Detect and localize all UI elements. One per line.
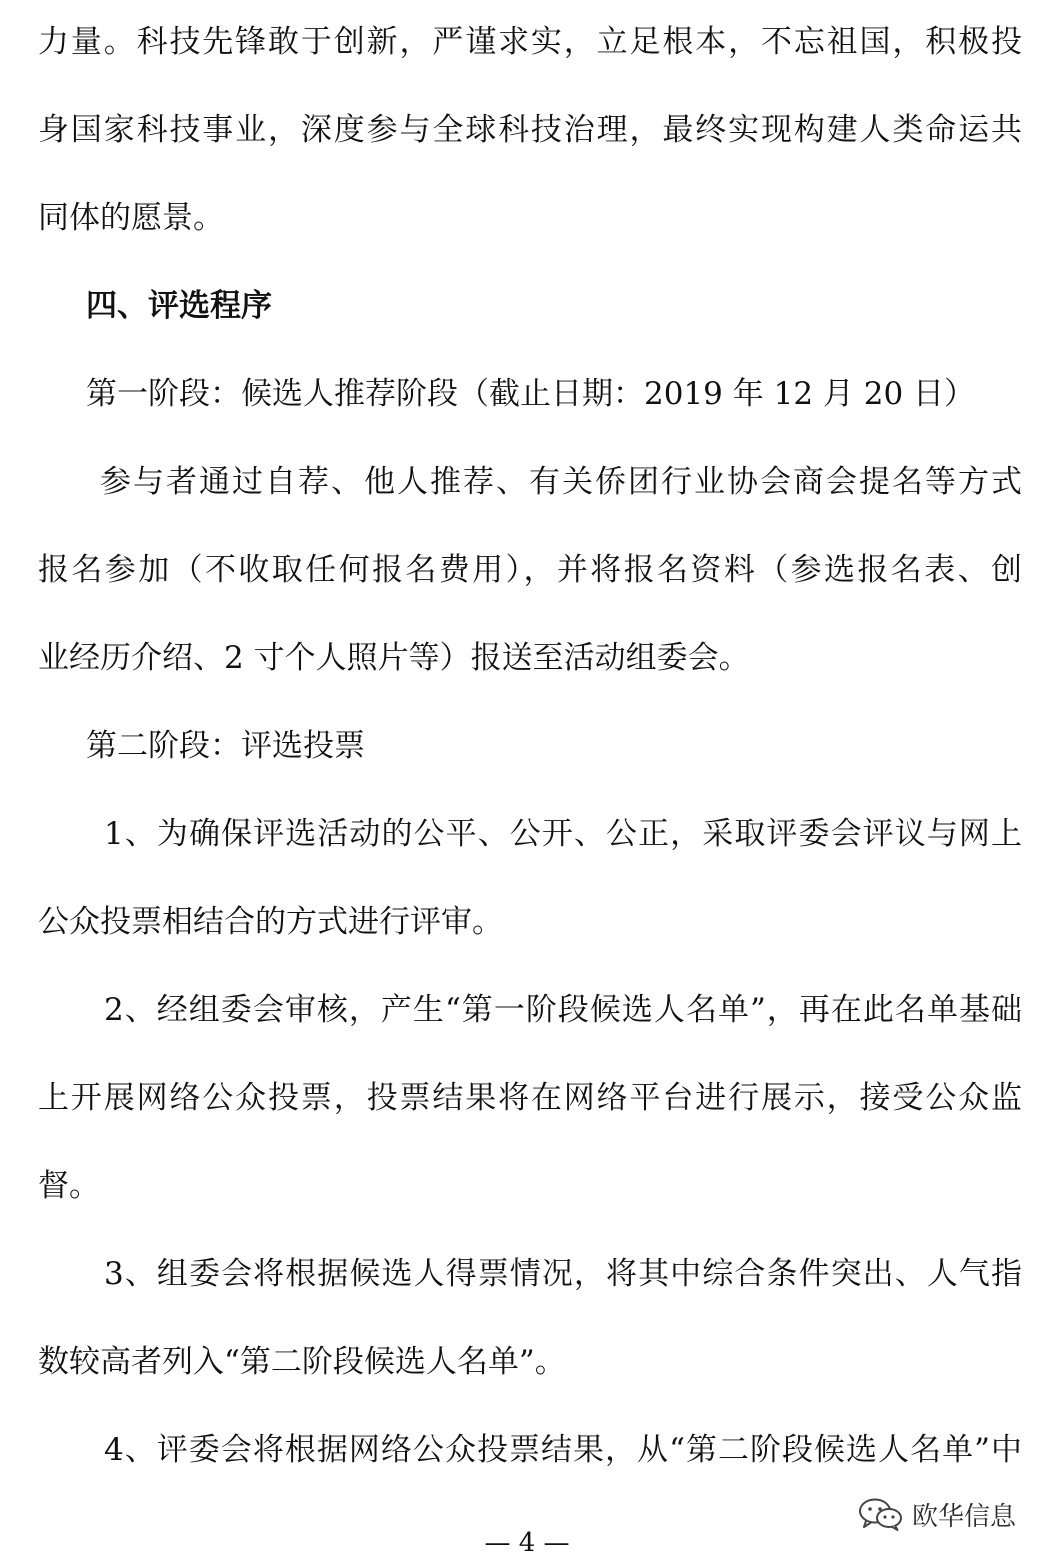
watermark-text: 欧华信息 — [912, 1501, 1017, 1532]
body-text-line: 力量。科技先锋敢于创新，严谨求实，立足根本，不忘祖国，积极投 — [38, 24, 1022, 60]
body-text-line: 公众投票相结合的方式进行评审。 — [38, 904, 503, 940]
wechat-icon — [858, 1497, 904, 1531]
watermark — [858, 1494, 1016, 1534]
body-text-line: 1、为确保评选活动的公平、公开、公正，采取评委会评议与网上 — [104, 816, 1022, 852]
body-text-line: 上开展网络公众投票，投票结果将在网络平台进行展示，接受公众监 — [38, 1080, 1022, 1116]
body-text-line: 业经历介绍、2 寸个人照片等）报送至活动组委会。 — [38, 640, 750, 676]
body-text-line: 参与者通过自荐、他人推荐、有关侨团行业协会商会提名等方式 — [100, 464, 1022, 500]
body-text-line: 督。 — [38, 1168, 100, 1204]
body-text-line: 2、经组委会审核，产生“第一阶段候选人名单”，再在此名单基础 — [104, 992, 1022, 1028]
body-text-line: 数较高者列入“第二阶段候选人名单”。 — [38, 1344, 566, 1380]
body-text-line: 报名参加（不收取任何报名费用），并将报名资料（参选报名表、创 — [38, 552, 1022, 588]
stage-heading: 第二阶段：评选投票 — [86, 728, 365, 764]
stage-heading: 第一阶段：候选人推荐阶段（截止日期：2019 年 12 月 20 日） — [86, 376, 976, 412]
section-heading: 四、评选程序 — [86, 288, 272, 324]
body-text-line: 3、组委会将根据候选人得票情况，将其中综合条件突出、人气指 — [104, 1256, 1022, 1292]
body-text-line: 身国家科技事业，深度参与全球科技治理，最终实现构建人类命运共 — [38, 112, 1022, 148]
body-text-line: 同体的愿景。 — [38, 200, 224, 236]
page-number: — 4 — — [484, 1528, 570, 1558]
body-text-line: 4、评委会将根据网络公众投票结果，从“第二阶段候选人名单”中 — [104, 1432, 1022, 1468]
